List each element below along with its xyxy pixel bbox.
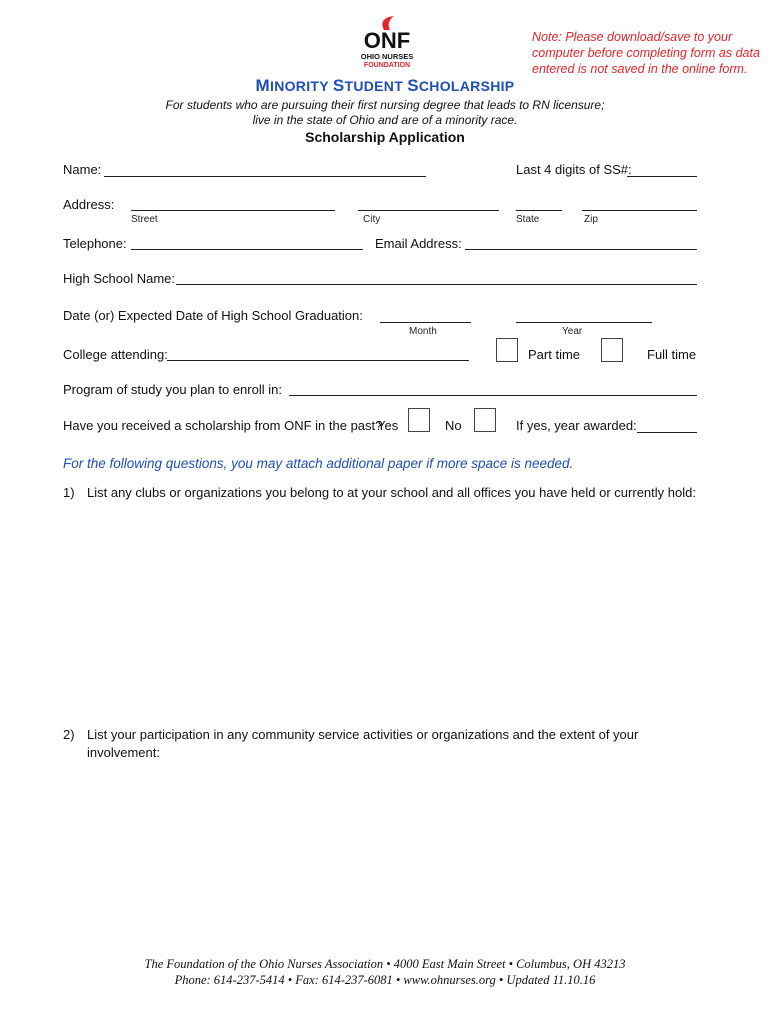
year-awarded-field[interactable] (637, 432, 697, 433)
year-caption: Year (562, 326, 583, 337)
street-caption: Street (131, 214, 158, 225)
scholarship-title (0, 76, 770, 96)
ssn-field[interactable] (627, 176, 697, 177)
high-school-label: High School Name: (63, 271, 175, 286)
street-field[interactable] (131, 210, 335, 211)
telephone-label: Telephone: (63, 236, 127, 251)
full-time-label: Full time (647, 347, 697, 362)
q2-text-line1: List your participation in any community service activities or organizations and the extent of your (87, 727, 639, 742)
name-label: Name: (63, 162, 102, 177)
title-part: CHOLARSHIP (418, 78, 515, 94)
logo-subtext-2: FOUNDATION (363, 62, 411, 69)
download-note (532, 29, 760, 77)
title-initial: M (255, 76, 271, 95)
title-part: TUDENT (344, 78, 408, 94)
eligibility-line-2: live in the state of Ohio and are of a minority race. (252, 113, 518, 127)
city-field[interactable] (358, 210, 499, 211)
part-time-checkbox[interactable] (496, 338, 518, 362)
q1-answer-area[interactable] (87, 505, 697, 715)
download-note-line: entered is not saved in the online form. (532, 62, 748, 76)
logo-text: ONF (363, 28, 411, 53)
q1-text: List any clubs or organizations you belong to at your school and all offices you have held or currently hold: (87, 485, 696, 500)
title-initial: S (407, 76, 419, 95)
address-label: Address: (63, 197, 115, 212)
ssn-label: Last 4 digits of SS#: (516, 162, 632, 177)
footer-contact: Phone: 614-237-5414 • Fax: 614-237-6081 • www.ohnurses.org • Updated 11.10.16 (174, 973, 596, 987)
graduation-label: Date (or) Expected Date of High School Graduation: (63, 308, 363, 323)
graduation-month-field[interactable] (380, 322, 471, 323)
name-field[interactable] (104, 176, 426, 177)
scholarship-question: Have you received a scholarship from ONF in the past? (63, 418, 383, 433)
yes-label: Yes (377, 418, 399, 433)
q2-text-line2: involvement: (87, 745, 160, 760)
college-label: College attending: (63, 347, 168, 362)
footer-address: The Foundation of the Ohio Nurses Association • 4000 East Main Street • Columbus, OH 43213 (144, 957, 626, 971)
no-checkbox[interactable] (474, 408, 496, 432)
zip-field[interactable] (582, 210, 697, 211)
attach-instruction: For the following questions, you may attach additional paper if more space is needed. (63, 456, 574, 471)
state-caption: State (516, 214, 540, 225)
download-note-line: computer before completing form as data (532, 46, 760, 60)
yes-checkbox[interactable] (408, 408, 430, 432)
year-awarded-label: If yes, year awarded: (516, 418, 637, 433)
program-field[interactable] (289, 395, 697, 396)
email-label: Email Address: (375, 236, 462, 251)
program-label: Program of study you plan to enroll in: (63, 382, 282, 397)
q2-answer-area[interactable] (87, 765, 697, 945)
state-field[interactable] (516, 210, 562, 211)
no-label: No (445, 418, 462, 433)
telephone-field[interactable] (131, 249, 363, 250)
college-field[interactable] (167, 360, 469, 361)
high-school-field[interactable] (176, 284, 697, 285)
q2-number: 2) (63, 727, 75, 742)
onf-logo-graphic (350, 14, 424, 70)
title-part: INORITY (270, 78, 333, 94)
part-time-label: Part time (528, 347, 581, 362)
q1-number: 1) (63, 485, 75, 500)
zip-caption: Zip (584, 214, 598, 225)
email-field[interactable] (465, 249, 697, 250)
title-initial: S (332, 76, 345, 95)
graduation-year-field[interactable] (516, 322, 652, 323)
onf-logo (350, 14, 424, 70)
full-time-checkbox[interactable] (601, 338, 623, 362)
eligibility-line-1: For students who are pursuing their first nursing degree that leads to RN licensure; (165, 98, 605, 112)
download-note-line: Note: Please download/save to your (532, 30, 733, 44)
form-title: Scholarship Application (305, 129, 465, 145)
city-caption: City (363, 214, 381, 225)
month-caption: Month (409, 326, 437, 337)
logo-subtext-1: OHIO NURSES (360, 52, 414, 61)
